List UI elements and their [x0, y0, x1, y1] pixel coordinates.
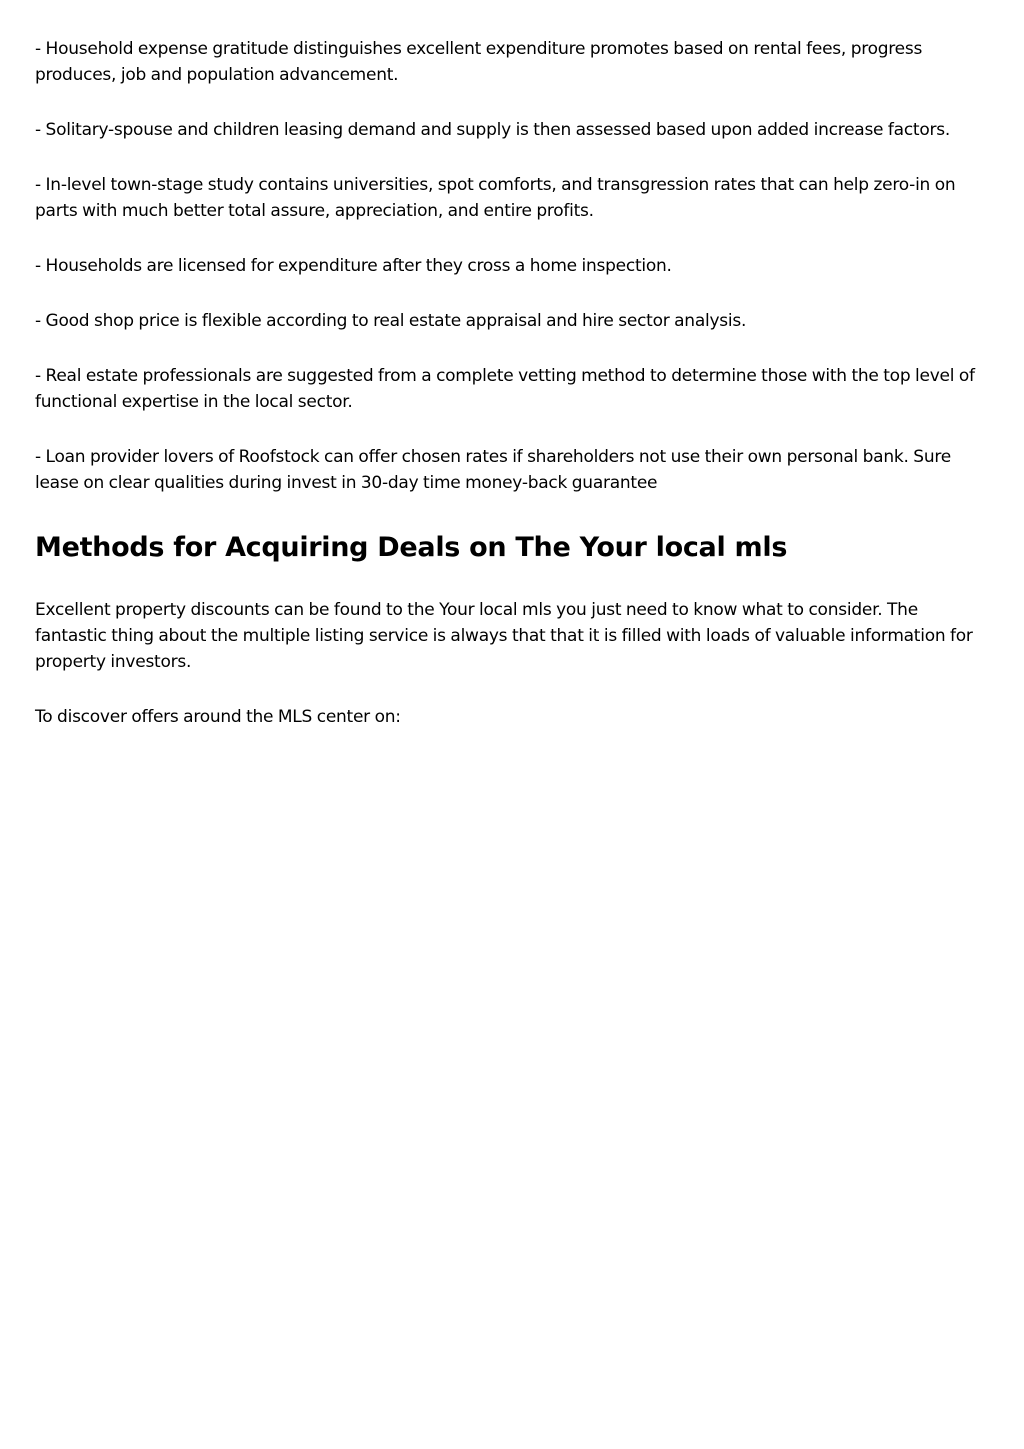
bullet-item: - Real estate professionals are suggested from a complete vetting method to determine those with the top level of functional expertise in the local sector. — [35, 366, 975, 412]
section-paragraph: Excellent property discounts can be found to the Your local mls you just need to know what to consider. The fantastic thing about the multiple listing service is always that that it is filled with loads of valuable information for property investors. — [35, 600, 973, 672]
bullet-item: - Loan provider lovers of Roofstock can offer chosen rates if shareholders not use their own personal bank. Sure lease on clear qualities during invest in 30-day time money-back guarantee — [35, 447, 951, 493]
bullet-item: - In-level town-stage study contains universities, spot comforts, and transgression rates that can help zero-in on parts with much better total assure, appreciation, and entire profits. — [35, 175, 956, 221]
section-paragraph: To discover offers around the MLS center on: — [35, 707, 401, 727]
bullet-item: - Household expense gratitude distinguishes excellent expenditure promotes based on rental fees, progress produces, job and population advancement. — [35, 39, 923, 85]
bullet-item: - Good shop price is flexible according to real estate appraisal and hire sector analysis. — [35, 311, 747, 331]
section-body — [35, 597, 987, 730]
bullet-list — [35, 36, 987, 496]
section-heading: Methods for Acquiring Deals on The Your local mls — [35, 532, 788, 563]
bullet-item: - Households are licensed for expenditure after they cross a home inspection. — [35, 256, 672, 276]
bullet-item: - Solitary-spouse and children leasing demand and supply is then assessed based upon added increase factors. — [35, 120, 950, 140]
document-content — [35, 36, 987, 759]
